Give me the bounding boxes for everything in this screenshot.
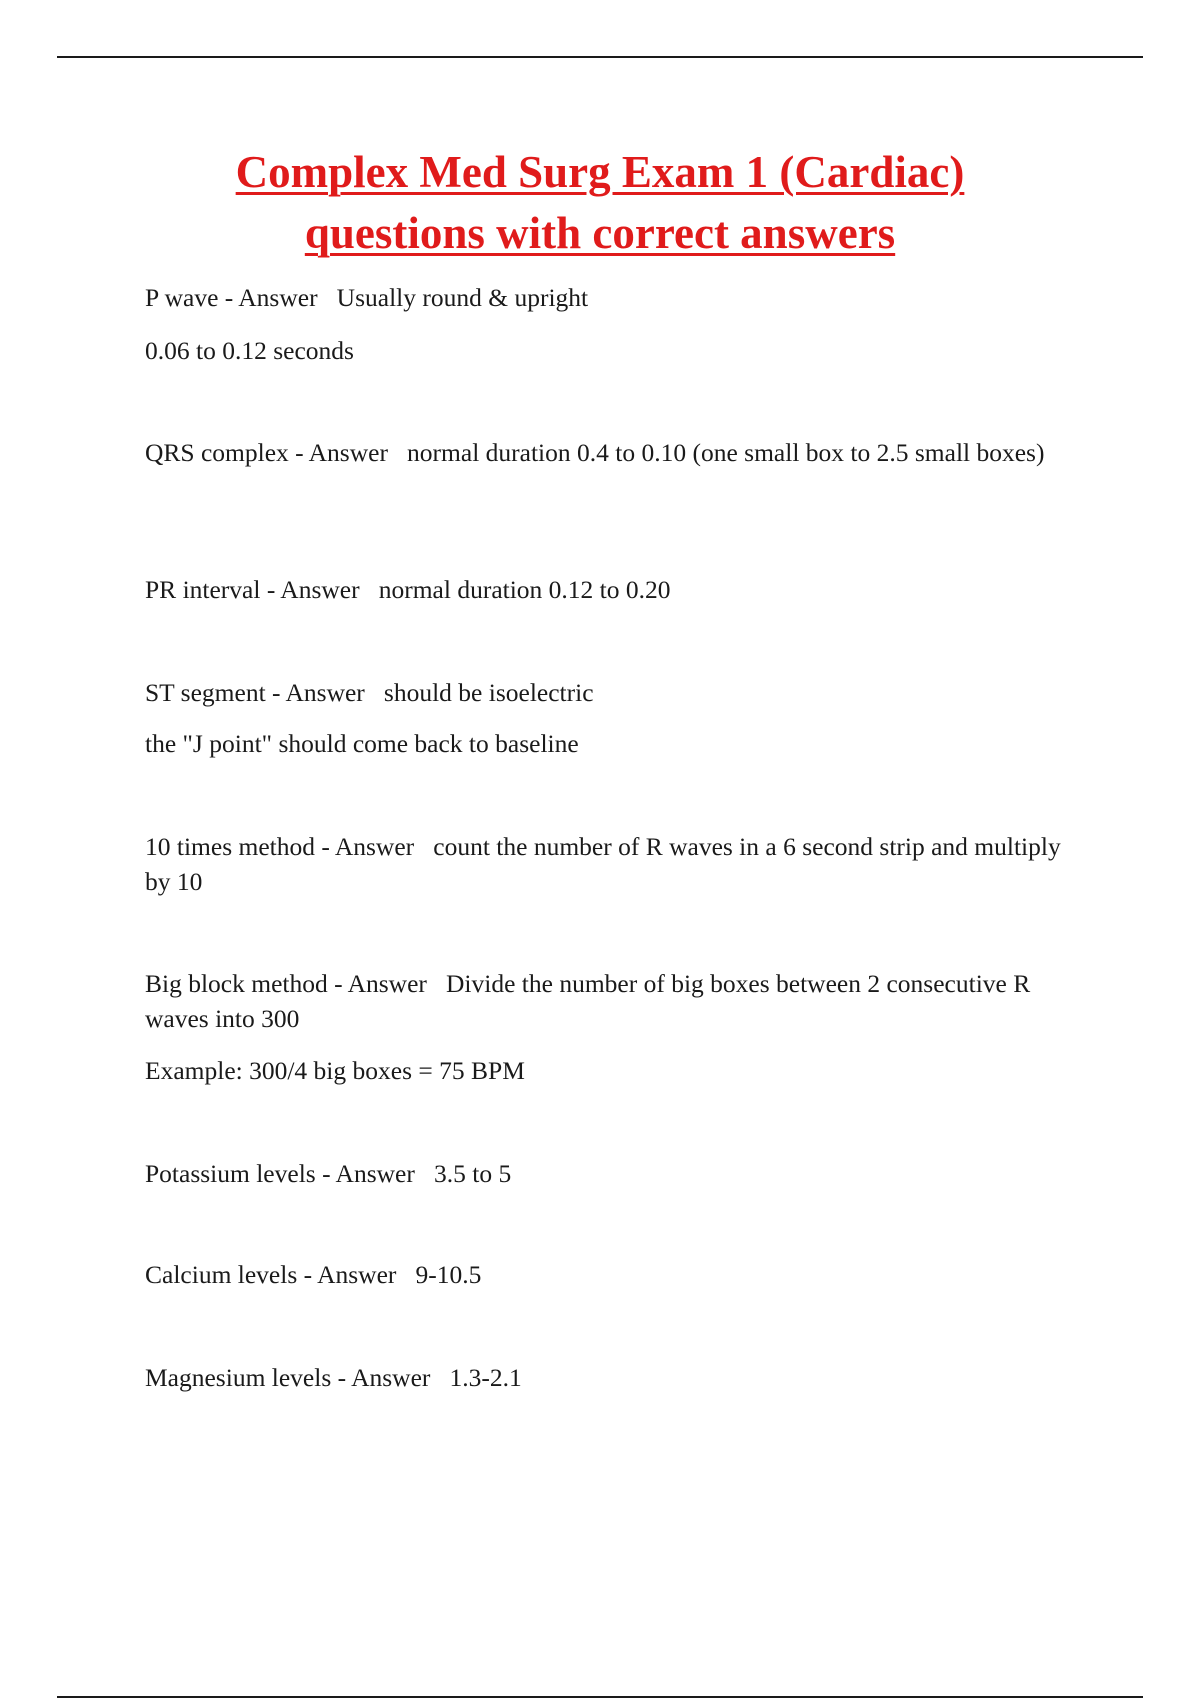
entry-pr-interval: PR interval - Answer normal duration 0.12 to 0.20 [145, 575, 671, 604]
entry-p-wave: P wave - Answer Usually round & upright [145, 283, 589, 312]
entry-j-point: the "J point" should come back to baseline [145, 729, 579, 758]
bottom-rule [57, 1696, 1143, 1698]
entry-magnesium-levels: Magnesium levels - Answer 1.3-2.1 [145, 1363, 522, 1392]
entry-p-wave-duration: 0.06 to 0.12 seconds [145, 336, 354, 365]
entry-calcium-levels: Calcium levels - Answer 9-10.5 [145, 1260, 482, 1289]
title-line-2: questions with correct answers [304, 208, 896, 258]
top-rule [57, 56, 1143, 58]
entry-st-segment: ST segment - Answer should be isoelectric [145, 678, 594, 707]
entry-qrs-complex: QRS complex - Answer normal duration 0.4 to 0.10 (one small box to 2.5 small boxes) [145, 438, 1045, 467]
title-line-1: Complex Med Surg Exam 1 (Cardiac) [235, 147, 965, 197]
entry-big-block-method: Big block method - Answer Divide the number of big boxes between 2 consecutive R waves into 300 [145, 969, 1037, 1033]
entry-10-times-method: 10 times method - Answer count the number of R waves in a 6 second strip and multiply by 10 [145, 832, 1068, 896]
entry-potassium-levels: Potassium levels - Answer 3.5 to 5 [145, 1159, 512, 1188]
entry-big-block-example: Example: 300/4 big boxes = 75 BPM [145, 1056, 525, 1085]
document-title [0, 142, 1200, 264]
